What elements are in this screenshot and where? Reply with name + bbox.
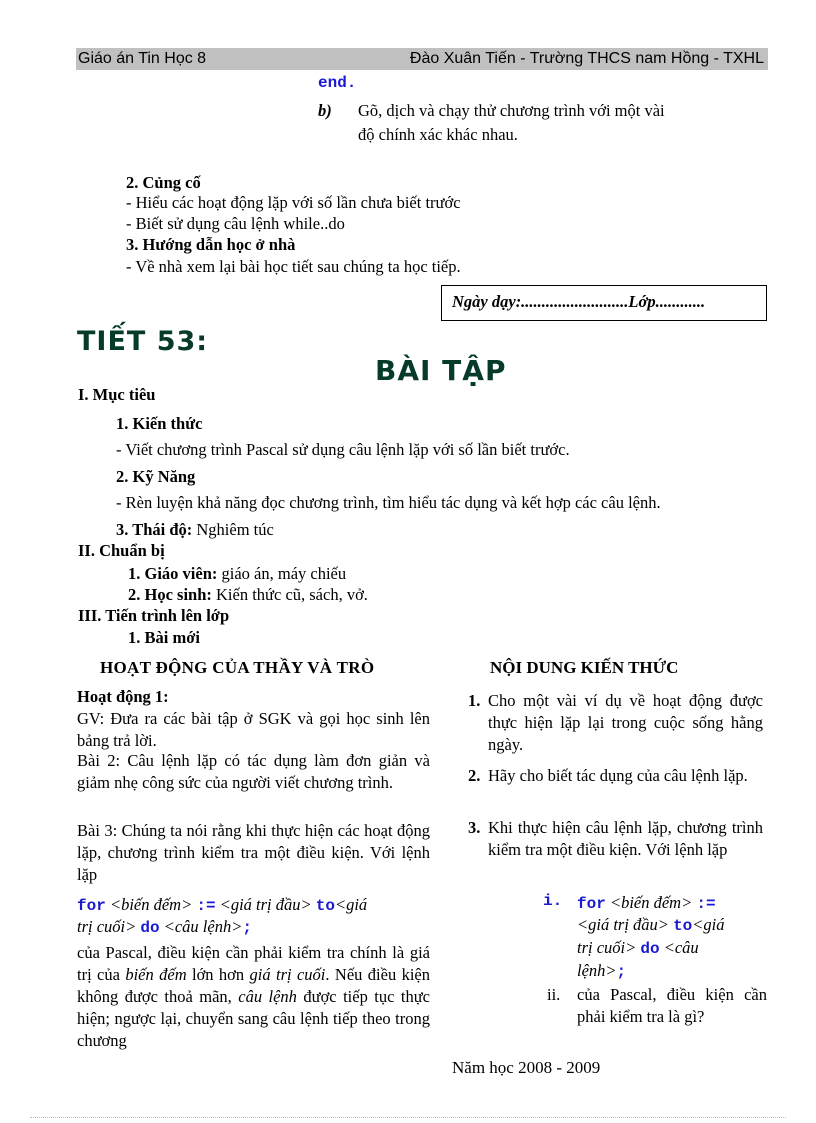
- left-for-line2: [77, 916, 252, 939]
- cung-co-line2: - Biết sử dụng câu lệnh while..do: [126, 214, 345, 233]
- p4-d: được tiếp tục thực hiện; ngược lại, chuyển sang câu lệnh tiếp theo trong chương: [77, 987, 430, 1050]
- footer-year: Năm học 2008 - 2009: [452, 1058, 601, 1077]
- hoc-sinh-text: Kiến thức cũ, sách, vở.: [216, 585, 368, 604]
- page-header: [76, 48, 768, 70]
- thai-do-label: 3. Thái độ:: [116, 520, 193, 539]
- ph-end-b: trị cuối>: [77, 917, 137, 936]
- page-bottom-divider: [30, 1117, 786, 1118]
- header-left: Giáo án Tin Học 8: [78, 50, 207, 67]
- p4-stmt: câu lệnh: [238, 987, 297, 1006]
- giao-vien: [128, 563, 346, 585]
- kien-thuc-title: 1. Kiến thức: [116, 414, 203, 433]
- sub-i-end-b: trị cuối>: [577, 938, 637, 957]
- muc-tieu-title: I. Mục tiêu: [78, 385, 156, 404]
- right-col-heading: NỘI DUNG KIẾN THỨC: [490, 658, 679, 677]
- right-item-3-text: Khi thực hiện câu lệnh lặp, chương trình kiểm tra một điều kiện. Với lệnh lặp: [488, 818, 763, 859]
- sub-i-line4: [577, 960, 626, 983]
- b-text-1: Gõ, dịch và chạy thử chương trình với một vài: [358, 101, 665, 120]
- sub-i-counter: <biến đếm>: [609, 893, 693, 912]
- p4-c: . Nếu điều kiện không được thoả mãn,: [77, 965, 430, 1006]
- tien-trinh-title: III. Tiến trình lên lớp: [78, 606, 230, 625]
- sub-i-to: to: [673, 917, 693, 935]
- sub-ii-num: ii.: [547, 985, 561, 1004]
- left-p1: GV: Đưa ra các bài tập ở SGK và gọi học sinh lên bảng trả lời.: [77, 709, 430, 750]
- p4-counter: biến đếm: [125, 965, 187, 984]
- lesson-title: BÀI TẬP: [375, 354, 507, 387]
- left-p4: [77, 942, 430, 1052]
- cung-co-line1: - Hiểu các hoạt động lặp với số lần chưa biết trước: [126, 193, 461, 212]
- sub-i-line1: [577, 892, 716, 915]
- b-label: b): [318, 101, 332, 120]
- sub-i-assign: :=: [696, 895, 716, 913]
- cung-co-title: 2. Củng cố: [126, 173, 201, 192]
- code-end: end.: [318, 74, 357, 92]
- left-col-heading: HOẠT ĐỘNG CỦA THẦY VÀ TRÒ: [100, 658, 375, 677]
- right-item-2-text: Hãy cho biết tác dụng của câu lệnh lặp.: [488, 766, 748, 785]
- sub-i-for: for: [577, 895, 606, 913]
- hoc-sinh: [128, 584, 368, 606]
- huong-dan-line: - Về nhà xem lại bài học tiết sau chúng ta học tiếp.: [126, 257, 461, 276]
- chuan-bi-title: II. Chuẩn bị: [78, 541, 165, 560]
- date-box: [441, 285, 767, 321]
- right-item-2-num: 2.: [468, 766, 481, 785]
- ph-end-a: <giá: [334, 895, 368, 914]
- ky-nang-title: 2. Kỹ Năng: [116, 467, 196, 486]
- left-p3: Bài 3: Chúng ta nói rằng khi thực hiện các hoạt động lặp, chương trình kiểm tra một điều kiện. Với lệnh lặp: [77, 821, 430, 884]
- kw-for: for: [77, 897, 106, 915]
- lesson-number: TIẾT 53:: [77, 326, 209, 357]
- thai-do: [116, 519, 274, 541]
- p4-end: giá trị cuối: [249, 965, 326, 984]
- sub-ii-text: của Pascal, điều kiện cần phải kiểm tra là gì?: [577, 985, 767, 1026]
- right-item-1-num: 1.: [468, 691, 481, 710]
- right-item-1-text: Cho một vài ví dụ về hoạt động được thực hiện lặp lại trong cuộc sống hằng ngày.: [488, 691, 763, 754]
- kw-do: do: [140, 919, 160, 937]
- date-box-text: Ngày dạy:..........................Lớp............: [452, 292, 706, 311]
- header-right: Đào Xuân Tiến - Trường THCS nam Hồng - TXHL: [409, 50, 764, 67]
- kw-semi: ;: [242, 919, 252, 937]
- bai-moi-title: 1. Bài mới: [128, 628, 200, 647]
- left-p2: Bài 2: Câu lệnh lặp có tác dụng làm đơn giản và giảm nhẹ công sức của người viết chương trình.: [77, 751, 430, 792]
- ph-start: <giá trị đầu>: [219, 895, 312, 914]
- thai-do-text: Nghiêm túc: [196, 520, 274, 539]
- left-for-line1: [77, 894, 367, 917]
- kien-thuc-text: - Viết chương trình Pascal sử dụng câu lệnh lặp với số lần biết trước.: [116, 440, 570, 459]
- kw-assign: :=: [196, 897, 216, 915]
- huong-dan-title: 3. Hướng dẫn học ở nhà: [126, 235, 296, 254]
- giao-vien-label: 1. Giáo viên:: [128, 564, 218, 583]
- sub-i-stmt-a: <câu: [663, 938, 699, 957]
- p4-a: của Pascal, điều kiện cần phải kiểm tra chính là giá trị của: [77, 943, 430, 984]
- hoat-dong-1: Hoạt động 1:: [77, 687, 169, 706]
- p4-b: lớn hơn: [186, 965, 250, 984]
- hoc-sinh-label: 2. Học sinh:: [128, 585, 212, 604]
- right-item-3-num: 3.: [468, 818, 481, 837]
- kw-to: to: [315, 897, 335, 915]
- sub-i-end-a: <giá: [692, 915, 725, 934]
- sub-i-line2: [577, 914, 725, 937]
- sub-i-semi: ;: [616, 963, 627, 981]
- sub-i-start: <giá trị đầu>: [577, 915, 669, 934]
- sub-i-num: i.: [543, 892, 563, 910]
- ph-counter: <biến đếm>: [109, 895, 193, 914]
- giao-vien-text: giáo án, máy chiếu: [221, 564, 347, 583]
- sub-i-line3: [577, 937, 699, 960]
- ky-nang-text: - Rèn luyện khả năng đọc chương trình, tìm hiểu tác dụng và kết hợp các câu lệnh.: [116, 493, 661, 512]
- sub-i-do: do: [640, 940, 660, 958]
- sub-i-stmt-b: lệnh>: [577, 961, 617, 980]
- b-text-2: độ chính xác khác nhau.: [358, 125, 518, 144]
- ph-stmt: <câu lệnh>: [163, 917, 243, 936]
